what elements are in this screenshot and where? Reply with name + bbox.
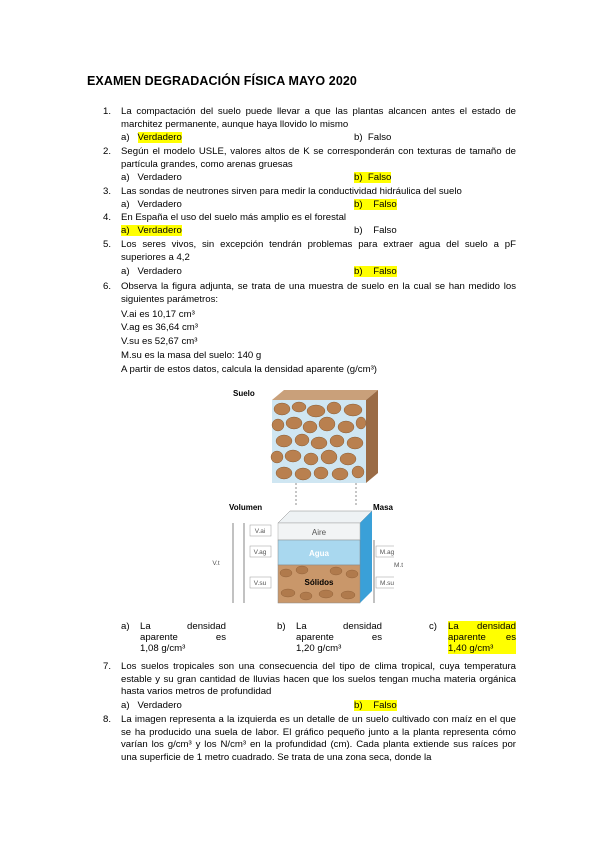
label-mag: M.ag [379, 549, 394, 556]
question-text: Los suelos tropicales son una consecuencia del tipo de clima tropical, cuya temperatura estable y su gran cantidad de lluvias hacen que los suelos tengan mucha materia orgánica hasta varios metros de profundidad [121, 661, 516, 698]
label-volumen: Volumen [229, 503, 263, 512]
answer-label: Falso [373, 700, 397, 711]
option-a[interactable]: a) Verdadero [121, 132, 182, 143]
question-number: 3. [103, 186, 112, 197]
param-line: A partir de estos datos, calcula la densidad aparente (g/cm³) [121, 364, 377, 375]
question-text: Observa la figura adjunta, se trata de una muestra de suelo en la cual se han medido los siguientes parámetros: [121, 281, 516, 305]
option-a[interactable]: a) Verdadero [121, 700, 182, 711]
question-text: Los seres vivos, sin excepción tendrán problemas para extraer agua del suelo a pF superiores a 4,2 [121, 239, 516, 263]
answer-label: Falso [373, 266, 397, 277]
question-text: Según el modelo USLE, valores altos de K se corresponderán con texturas de tamaño de partícula grandes, como arenas gruesas [121, 146, 516, 170]
question-number: 5. [103, 239, 112, 250]
param-line: M.su es la masa del suelo: 140 g [121, 350, 262, 361]
question-number: 7. [103, 661, 112, 672]
page-title: EXAMEN DEGRADACIÓN FÍSICA MAYO 2020 [87, 74, 357, 88]
label-vt: V.t [212, 560, 220, 567]
question-number: 2. [103, 146, 112, 157]
param-line: V.ai es 10,17 cm³ [121, 309, 195, 320]
answer-label: Falso [373, 199, 397, 210]
label-msu: M.su [379, 580, 394, 587]
option-a[interactable]: a) Verdadero [121, 225, 182, 236]
option-b[interactable]: b) Falso [354, 700, 397, 711]
param-line: V.ag es 36,64 cm³ [121, 322, 198, 333]
answer-label: Verdadero [137, 266, 182, 277]
option-b[interactable]: b) Falso [354, 172, 392, 183]
option-b[interactable]: b) Falso [354, 132, 392, 143]
param-line: V.su es 52,67 cm³ [121, 336, 198, 347]
option-a[interactable]: a) Verdadero [121, 172, 182, 183]
option-a[interactable]: a) Verdadero [121, 266, 182, 277]
option-b[interactable]: b) Falso [354, 225, 397, 236]
label-mt: M.t [394, 562, 404, 569]
label-agua: Agua [309, 549, 329, 558]
answer-label: Verdadero [137, 225, 182, 236]
question-text: La imagen representa a la izquierda es un detalle de un suelo cultivado con maíz en el que se ha producido una suela de labor. El gráfico pequeño junto a la planta representa cómo varían los g/cm³ y los N/cm³ en la profundidad (cm). Cada planta extiende sus raíces por una superficie de 1 metro cuadrado. Se trata de una zona seca, donde la [121, 714, 516, 763]
question-text: En España el uso del suelo más amplio es el forestal [121, 212, 347, 223]
label-masa: Masa [372, 503, 394, 512]
label-vag: V.ag [253, 549, 267, 556]
answer-label: Verdadero [137, 700, 182, 711]
exam-page: EXAMEN DEGRADACIÓN FÍSICA MAYO 2020 1. La compactación del suelo puede llevar a que las plantas alcancen antes el estado de marchitez permanente, aunque haya llovido lo mismo a) Verdadero b) Falso 2. Según el modelo USLE, valores altos de K se corresponderán con texturas de tamaño de partícula grandes, como arenas gruesas a) Verdadero b) Falso 3. Las sondas de neutrones sirven para medir la conductividad hidráulica del suelo a) Verdadero b) Falso 4. En España el uso del suelo más amplio es el forestal a) Verdadero b) Falso 5. Los seres vivos, sin excepción tendrán problemas para extraer agua del suelo a pF superiores a 4,2 a) Verdadero b) Falso 6. Observa la figura adjunta, se trata de una muestra de suelo en la cual se han medido los siguientes parámetros: V.ai es 10,17 cm³ V.ag es 36,64 cm³ V.su es 52,67 cm³ M.su es la masa del suelo: 140 g A partir de estos datos, calcula la densidad aparente (g/cm³) Suelo Volumen Masa Aire Agua Sólidos V.ai V.ag V.su V.t M.ag M.su M.t a) La densidad aparente es 1,08 g/cm³ b) La densidad aparente es 1,20 g/cm³ c) La densidad aparente es 1,40 g/cm³ 7. Los suelos tropicales son una consecuencia del tipo de clima tropical, cuya temperatura estable y su gran cantidad de lluvias hacen que los suelos tengan mucha materia orgánica hasta varios metros de profundidad a) Verdadero b) Falso 8. La imagen representa a la izquierda es un detalle de un suelo cultivado con maíz en el que se ha producido una suela de labor. El gráfico pequeño junto a la planta representa cómo varían los g/cm³ y los N/cm³ en la profundidad (cm). Cada planta extiende sus raíces por una superficie de 1 metro cuadrado. Se trata de una zona seca, donde la [87, 74, 516, 763]
label-aire: Aire [311, 528, 327, 537]
question-number: 6. [103, 281, 112, 292]
answer-label: Verdadero [137, 172, 182, 183]
soil-figure [206, 383, 394, 605]
question-text: La compactación del suelo puede llevar a que las plantas alcancen antes el estado de marchitez permanente, aunque haya llovido lo mismo [121, 106, 516, 130]
answer-label: Verdadero [137, 199, 182, 210]
option-b[interactable]: b) Falso [354, 199, 397, 210]
label-solidos: Sólidos [304, 578, 334, 587]
answer-label: Falso [367, 132, 392, 143]
label-vai: V.ai [254, 528, 266, 535]
question-number: 1. [103, 106, 112, 117]
option-a[interactable]: a) Verdadero [121, 199, 182, 210]
question-number: 8. [103, 714, 112, 725]
label-vsu: V.su [253, 580, 267, 587]
option-b[interactable]: b) Falso [354, 266, 397, 277]
answer-label: Falso [373, 225, 397, 236]
label-suelo: Suelo [233, 389, 255, 398]
question-text: Las sondas de neutrones sirven para medir la conductividad hidráulica del suelo [121, 186, 462, 197]
question-number: 4. [103, 212, 112, 223]
answer-label: Verdadero [137, 132, 182, 143]
soil-cube [271, 390, 378, 483]
answer-label: Falso [367, 172, 392, 183]
